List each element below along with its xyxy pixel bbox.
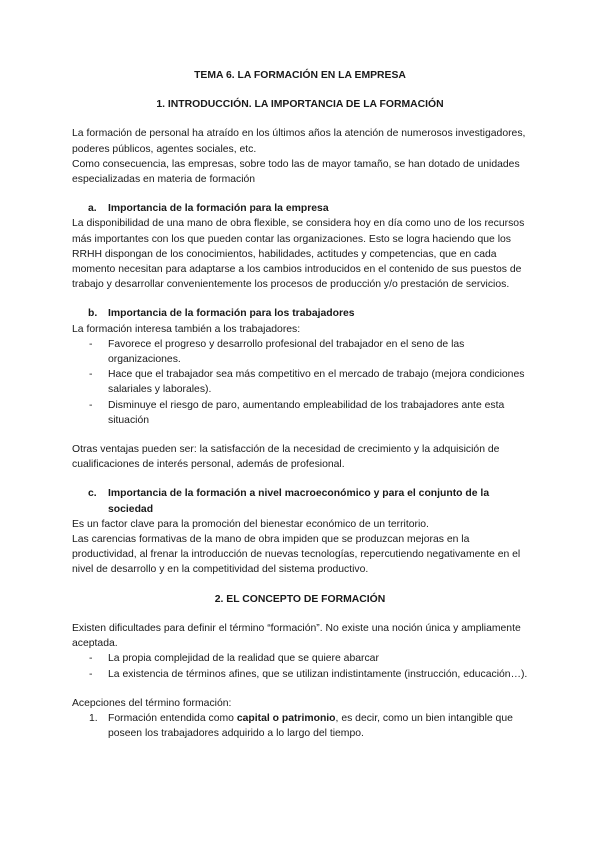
acepciones-list bbox=[72, 711, 528, 741]
subheading-b-marker: b. bbox=[88, 308, 98, 320]
section2-heading: 2. EL CONCEPTO DE FORMACIÓN bbox=[214, 593, 386, 605]
section2-bullet-list bbox=[72, 651, 528, 681]
subheading-b-text: Importancia de la formación para los trabajadores bbox=[108, 308, 355, 320]
sub-b-lead: La formación interesa también a los trabajadores: bbox=[72, 323, 301, 335]
acepciones-lead: Acepciones del término formación: bbox=[72, 697, 232, 709]
dash-marker: - bbox=[89, 653, 93, 665]
sub-a-paragraph: La disponibilidad de una mano de obra flexible, se considera hoy en día como uno de los recursos más importantes con los que pueden contar las organizaciones. Esto se logra haciendo que los RRHH dispongan de los conocimientos, habilidades, actitudes y competencias, que en cada momento necesitan para adaptarse a los cambios introducidos en el contenido de sus puestos de trabajo y desarrollar convenientemente los procesos de producción y/o prestación de servicios. bbox=[72, 218, 525, 291]
sub-b-other-advantages: Otras ventajas pueden ser: la satisfacción de la necesidad de crecimiento y la adquisición de cualificaciones de interés personal, además de profesional. bbox=[72, 444, 500, 471]
list-item: - Hace que el trabajador sea más competitivo en el mercado de trabajo (mejora condiciones salariales y laborales). bbox=[72, 367, 528, 397]
subheading-a-marker: a. bbox=[88, 203, 97, 215]
number-marker: 1. bbox=[89, 712, 98, 724]
emphasis-capital-patrimonio: capital o patrimonio bbox=[236, 712, 336, 724]
acepcion-1-text: Formación entendida como capital o patrimonio, es decir, como un bien intangible que poseen los trabajadores adquirido a lo largo del tiempo. bbox=[108, 712, 513, 740]
dash-marker: - bbox=[89, 399, 93, 411]
section1-heading: 1. INTRODUCCIÓN. LA IMPORTANCIA DE LA FORMACIÓN bbox=[156, 99, 444, 111]
document-title: TEMA 6. LA FORMACIÓN EN LA EMPRESA bbox=[194, 70, 406, 81]
section2-lead: Existen dificultades para definir el término “formación”. No existe una noción única y ampliamente aceptada. bbox=[72, 622, 521, 650]
list-item: - Favorece el progreso y desarrollo profesional del trabajador en el seno de las organizaciones. bbox=[72, 337, 528, 367]
list-item: - Disminuye el riesgo de paro, aumentando empleabilidad de los trabajadores ante esta situación bbox=[72, 398, 528, 428]
list-item: - La propia complejidad de la realidad que se quiere abarcar bbox=[72, 651, 528, 666]
subheading-c-marker: c. bbox=[88, 488, 97, 500]
intro-paragraph-2: Como consecuencia, las empresas, sobre todo las de mayor tamaño, se han dotado de unidades especializadas en materia de formación bbox=[72, 158, 520, 186]
dash-marker: - bbox=[89, 338, 93, 350]
dash-marker: - bbox=[89, 369, 93, 381]
list-item: - La existencia de términos afines, que se utilizan indistintamente (instrucción, educación…). bbox=[72, 667, 528, 682]
intro-paragraph-1: La formación de personal ha atraído en los últimos años la atención de numerosos investigadores, poderes públicos, agentes sociales, etc. bbox=[72, 128, 526, 155]
subheading-b bbox=[72, 306, 528, 321]
subheading-c-text: Importancia de la formación a nivel macroeconómico y para el conjunto de la sociedad bbox=[108, 488, 490, 515]
sub-b-bullet-list bbox=[72, 337, 528, 428]
list-item bbox=[72, 711, 528, 741]
subheading-a-text: Importancia de la formación para la empresa bbox=[108, 203, 329, 215]
sub-c-paragraph-1: Es un factor clave para la promoción del bienestar económico de un territorio. bbox=[72, 518, 429, 530]
subheading-a bbox=[72, 201, 528, 216]
dash-marker: - bbox=[89, 668, 93, 680]
sub-c-paragraph-2: Las carencias formativas de la mano de obra impiden que se produzcan mejoras en la productividad, al frenar la introducción de nuevas tecnologías, repercutiendo negativamente en el nivel de desarrollo y en la competitividad del sistema productivo. bbox=[72, 534, 521, 576]
subheading-c bbox=[72, 486, 528, 516]
